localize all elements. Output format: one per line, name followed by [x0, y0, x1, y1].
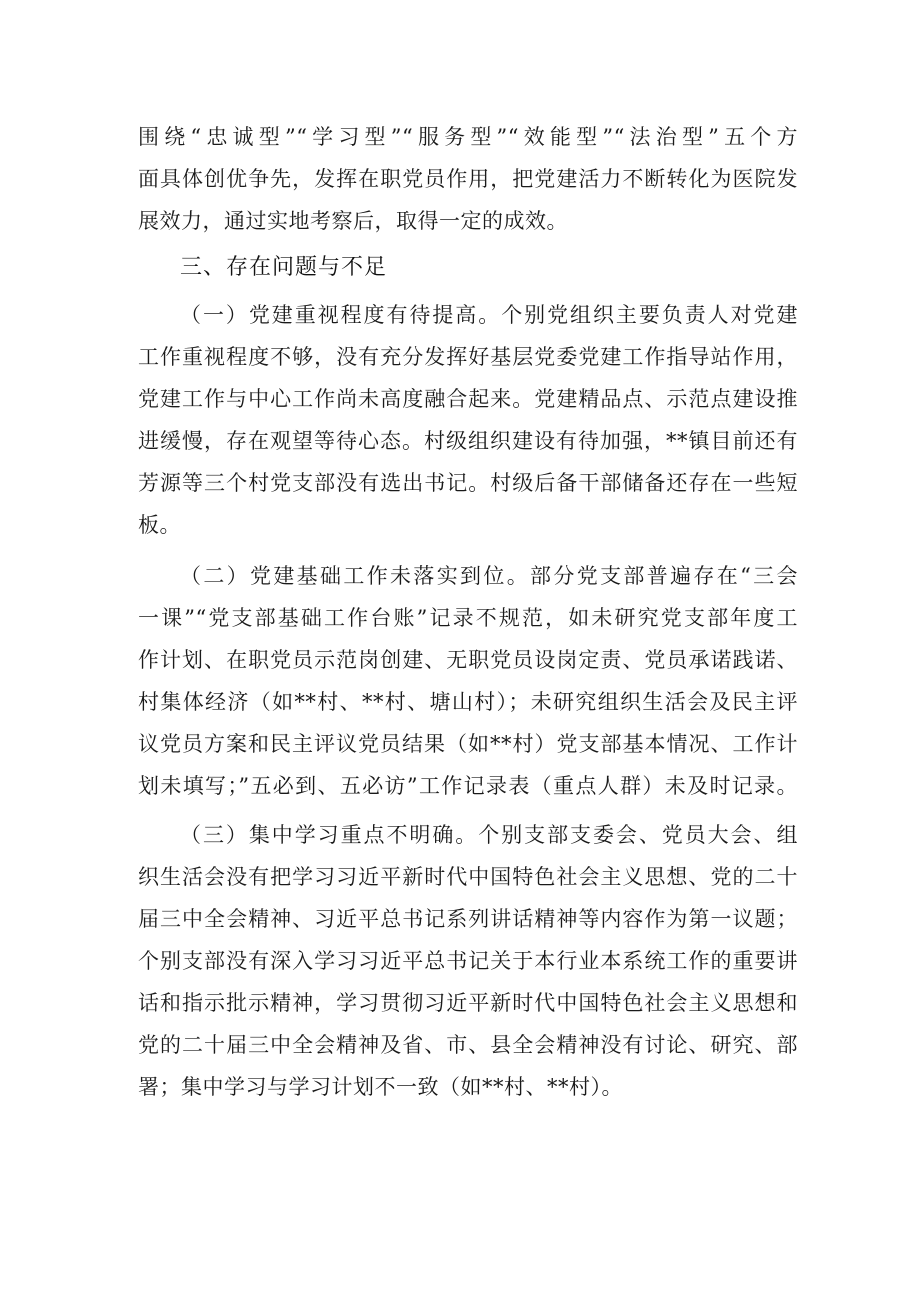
- intro-line-3: 展效力，通过实地考察后，取得一定的成效。: [138, 209, 568, 233]
- p2-line-6: 划未填写；”五必到、五必访”工作记录表（重点人群）未及时记录。: [138, 774, 798, 798]
- section-heading: 三、存在问题与不足: [180, 255, 388, 280]
- p2-line-2: 一课”“党支部基础工作台账”记录不规范，如未研究党支部年度工: [138, 606, 798, 630]
- p2-line-5: 议党员方案和民主评议党员结果（如**村）党支部基本情况、工作计: [138, 732, 798, 756]
- p2-line-3: 作计划、在职党员示范岗创建、无职党员设岗定责、党员承诺践诺、: [138, 648, 798, 672]
- p3-line-1: （三）集中学习重点不明确。个别支部支委会、党员大会、组: [180, 823, 798, 847]
- p3-line-7: 署；集中学习与学习计划不一致（如**村、**村）。: [138, 1075, 623, 1099]
- p1-line-2: 工作重视程度不够，没有充分发挥好基层党委党建工作指导站作用，: [138, 345, 798, 369]
- p1-line-3: 党建工作与中心工作尚未高度融合起来。党建精品点、示范点建设推: [138, 387, 798, 411]
- p1-line-6: 板。: [138, 513, 181, 537]
- p3-line-6: 党的二十届三中全会精神及省、市、县全会精神没有讨论、研究、部: [138, 1033, 798, 1057]
- intro-line-1: 围绕“忠诚型”“学习型”“服务型”“效能型”“法治型”五个方: [138, 125, 798, 149]
- p2-line-4: 村集体经济（如**村、**村、塘山村）；未研究组织生活会及民主评: [138, 690, 798, 714]
- p3-line-3: 届三中全会精神、习近平总书记系列讲话精神等内容作为第一议题；: [138, 907, 798, 931]
- p1-line-4: 进缓慢，存在观望等待心态。村级组织建设有待加强，**镇目前还有: [138, 429, 798, 453]
- p1-line-5: 芳源等三个村党支部没有选出书记。村级后备干部储备还存在一些短: [138, 471, 798, 495]
- p1-line-1: （一）党建重视程度有待提高。个别党组织主要负责人对党建: [180, 303, 798, 327]
- p3-line-5: 话和指示批示精神，学习贯彻习近平新时代中国特色社会主义思想和: [138, 991, 798, 1015]
- p2-line-1: （二）党建基础工作未落实到位。部分党支部普遍存在“三会: [180, 564, 798, 588]
- p3-line-2: 织生活会没有把学习习近平新时代中国特色社会主义思想、党的二十: [138, 865, 798, 889]
- intro-line-2: 面具体创优争先，发挥在职党员作用，把党建活力不断转化为医院发: [138, 167, 798, 191]
- p3-line-4: 个别支部没有深入学习习近平总书记关于本行业本系统工作的重要讲: [138, 949, 798, 973]
